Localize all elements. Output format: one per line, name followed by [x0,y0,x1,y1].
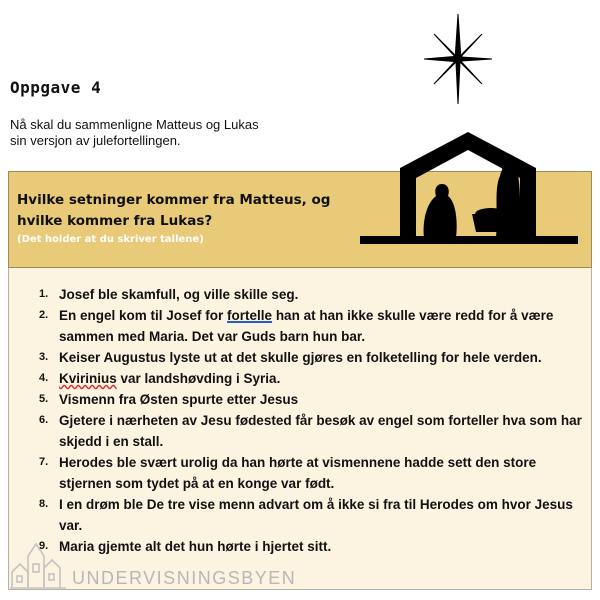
item-number: 7. [39,456,49,468]
item-text-start: En engel kom til Josef for [59,308,228,323]
intro-line-1: Nå skal du sammenligne Matteus og Lukas [10,117,259,132]
spelling-underlined-word: Kvirinius [59,371,117,386]
item-text: Gjetere i nærheten av Jesu fødested får besøk av engel som forteller hva som har skjedd i en stall. [59,413,582,449]
question-text [17,190,347,232]
item-text: Herodes ble svært urolig da han hørte at vismennene hadde sett den store stjernen som tydet på at en konge var født. [59,455,537,491]
city-skyline-logo-icon [10,534,70,590]
statement-item [39,347,589,368]
item-number: 6. [39,414,49,426]
nativity-scene-icon [360,128,578,250]
item-text: Maria gjemte alt det hun hørte i hjertet sitt. [59,539,332,554]
statement-item [39,410,589,452]
question-line-2: hvilke kommer fra Lukas? [17,213,213,229]
statement-item [39,305,589,347]
page-title: Oppgave 4 [10,78,102,97]
item-number: 1. [39,288,49,300]
item-text-end: han at han ikke skulle være redd for å være sammen med Maria. Det var Guds barn hun bar. [59,308,554,344]
intro-text [10,117,310,149]
item-text: Josef ble skamfull, og ville skille seg. [59,287,299,302]
statement-item [39,368,589,389]
statement-item [39,494,589,536]
item-text: I en drøm ble De tre vise menn advart om å ikke si fra til Herodes om hvor Jesus var. [59,497,573,533]
item-text: Vismenn fra Østen spurte etter Jesus [59,392,299,407]
item-number: 3. [39,351,49,363]
item-text-end: var landshøvding i Syria. [116,371,281,386]
statement-item [39,389,589,410]
watermark-text: UNDERVISNINGSBYEN [72,568,297,588]
star-of-bethlehem-icon [424,14,492,104]
item-text: Keiser Augustus lyste ut at det skulle gjøres en folketelling for hele verden. [59,350,542,365]
grammar-underlined-word: fortelle [227,308,273,323]
intro-line-2: sin versjon av julefortellingen. [10,133,181,148]
item-number: 4. [39,372,49,384]
item-number: 5. [39,393,49,405]
question-note: (Det holder at du skriver tallene) [17,234,204,245]
statement-item [39,284,589,305]
statements-list [39,284,589,557]
item-number: 2. [39,309,49,321]
item-number: 8. [39,498,49,510]
item-number: 9. [39,540,49,552]
question-line-1: Hvilke setninger kommer fra Matteus, og [17,192,331,208]
watermark [10,534,330,594]
statement-item [39,452,589,494]
